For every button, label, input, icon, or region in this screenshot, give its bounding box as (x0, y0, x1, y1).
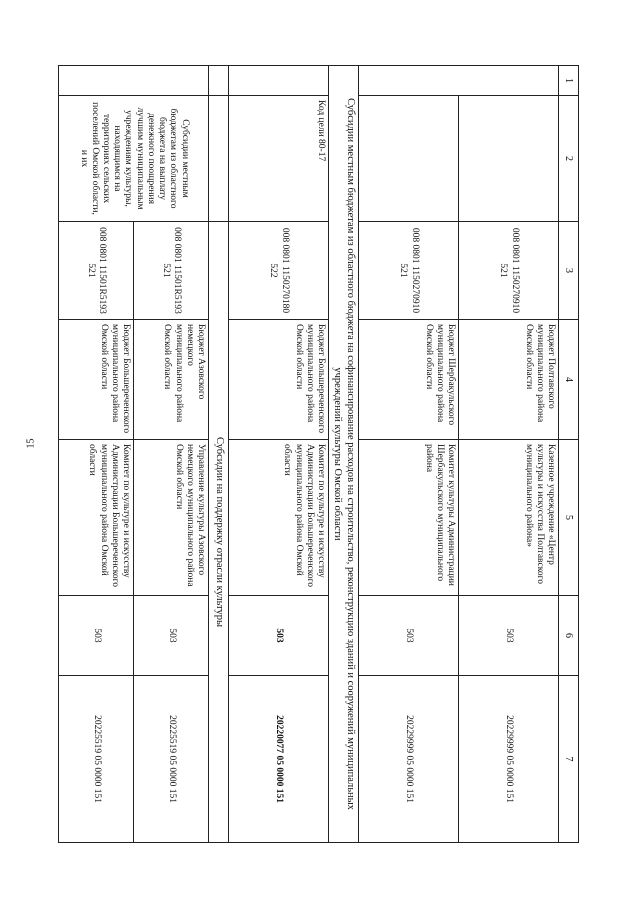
cell-code: 503 (229, 596, 329, 676)
cell-purpose (359, 96, 459, 222)
cell-classification-code: 008 0801 11501R5193 521 (59, 222, 134, 320)
cell-administrator: Комитет по культуре и искусству Администрации Большереченского муниципального района Омской области (229, 440, 329, 596)
cell-revenue-code: 20225519 05 0000 151 (134, 676, 209, 843)
cell-purpose (459, 96, 559, 222)
cell-code: 503 (134, 596, 209, 676)
column-header: 7 (559, 676, 579, 843)
cell-col1 (229, 66, 329, 96)
cell-classification-code: 008 0801 1150270910 521 (459, 222, 559, 320)
table-header-row (559, 66, 579, 843)
cell-administrator: Управление культуры Азовского немецкого муниципального района Омской области (134, 440, 209, 596)
cell-goal-code: Код цели 80-17 (229, 96, 329, 222)
cell-budget: Бюджет Азовского немецкого муниципального района Омской области (134, 320, 209, 440)
section-row (209, 66, 229, 843)
cell-budget: Бюджет Шербакульского муниципального района Омской области (359, 320, 459, 440)
column-header: 6 (559, 596, 579, 676)
cell-administrator: Казенное учреждение «Центр культуры и искусства Полтавского муниципального района» (459, 440, 559, 596)
table-row (359, 66, 459, 843)
column-header: 5 (559, 440, 579, 596)
cell-revenue-code: 20225519 05 0000 151 (59, 676, 134, 843)
section-title: Субсидии местным бюджетам из областного бюджета на софинансирование расходов на строительство, реконструкцию зданий и сооружений муниципальных учреждений культуры Омской области (329, 66, 359, 843)
cell-code: 503 (359, 596, 459, 676)
section-row (329, 66, 359, 843)
cell-revenue-code: 20229999 05 0000 151 (359, 676, 459, 843)
cell-budget: Бюджет Полтавского муниципального района Омской области (459, 320, 559, 440)
document-body (59, 65, 579, 842)
table-row (134, 66, 209, 843)
cell-revenue-code: 20220077 05 0000 151 (229, 676, 329, 843)
cell-purpose: Субсидии местным бюджетам из областного бюджета на выплату денежного поощрения лучшим муниципальным учреждениям культуры, находящимся на территориях сельских поселений Омской области, и их (59, 96, 209, 222)
cell-administrator: Комитет по культуре и искусству Администрации Большереченского муниципального района Омской области (59, 440, 134, 596)
cell-classification-code: 008 0801 1150270180 522 (229, 222, 329, 320)
cell-budget: Бюджет Большереченского муниципального района Омской области (59, 320, 134, 440)
rotated-page (59, 65, 579, 842)
page-number: 15 (25, 438, 37, 449)
cell-classification-code: 008 0801 11501R5193 521 (134, 222, 209, 320)
column-header: 4 (559, 320, 579, 440)
cell-col1 (59, 66, 209, 96)
cell-col1 (359, 66, 559, 96)
cell-empty (209, 96, 229, 222)
table-row (459, 66, 559, 843)
column-header: 3 (559, 222, 579, 320)
cell-code: 503 (59, 596, 134, 676)
table-row (229, 66, 329, 843)
column-header: 2 (559, 96, 579, 222)
cell-classification-code: 008 0801 1150270910 521 (359, 222, 459, 320)
column-header: 1 (559, 66, 579, 96)
cell-revenue-code: 20229999 05 0000 151 (459, 676, 559, 843)
cell-administrator: Комитет культуры Администрации Шербакульского муниципального района (359, 440, 459, 596)
budget-table (58, 65, 579, 843)
cell-budget: Бюджет Большереченского муниципального района Омской области (229, 320, 329, 440)
section-title: Субсидии на поддержку отрасли культуры (209, 222, 229, 843)
cell-code: 503 (459, 596, 559, 676)
cell-col1 (209, 66, 229, 96)
